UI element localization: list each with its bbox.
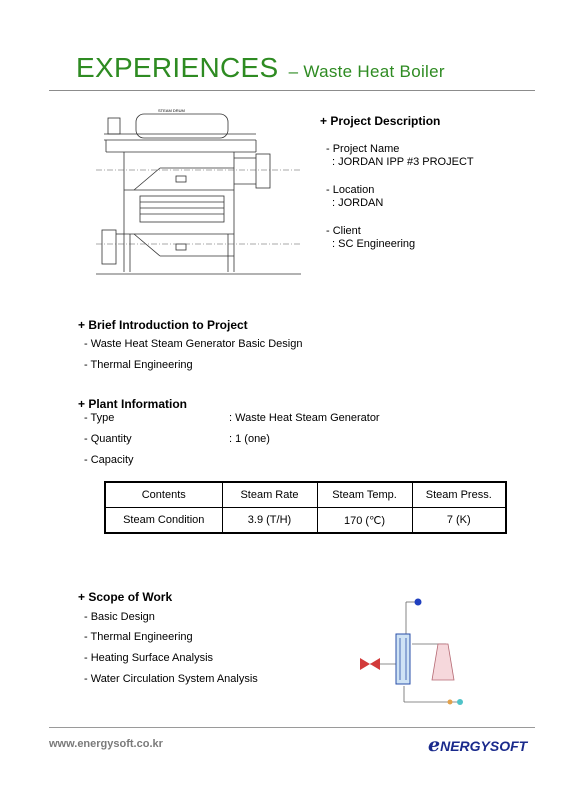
quantity-value: : 1 (one)	[229, 433, 270, 445]
scope-item: - Heating Surface Analysis	[84, 652, 214, 664]
boiler-elevation-drawing	[96, 104, 301, 279]
brief-intro-item: - Waste Heat Steam Generator Basic Design	[84, 338, 303, 350]
scope-heading: + Scope of Work	[78, 590, 173, 604]
capacity-table	[104, 481, 507, 534]
capacity-label: - Capacity	[84, 454, 134, 466]
table-cell: 3.9 (T/H)	[222, 508, 317, 534]
table-header-cell: Steam Press.	[412, 482, 506, 508]
scope-item: - Water Circulation System Analysis	[84, 673, 258, 685]
table-row	[105, 508, 506, 534]
logo-text: NERGYSOFT	[440, 738, 528, 754]
table-cell: Steam Condition	[105, 508, 222, 534]
location-label: - Location	[326, 184, 375, 196]
process-flow-diagram	[356, 594, 481, 714]
client-label: - Client	[326, 225, 361, 237]
plant-info-heading: + Plant Information	[78, 397, 188, 411]
table-cell: 7 (K)	[412, 508, 506, 534]
steam-drum-label: STEAM DRUM	[158, 108, 185, 113]
table-header-cell: Steam Temp.	[317, 482, 412, 508]
page-title	[76, 52, 445, 84]
table-cell: 170 (℃)	[317, 508, 412, 534]
scope-item: - Thermal Engineering	[84, 631, 193, 643]
footer-rule	[49, 727, 535, 728]
header-rule	[49, 90, 535, 91]
table-header-cell: Steam Rate	[222, 482, 317, 508]
logo-e: e	[428, 734, 441, 756]
company-logo	[428, 734, 527, 756]
title-main: EXPERIENCES	[76, 52, 279, 83]
quantity-label: - Quantity	[84, 433, 132, 445]
client-value: : SC Engineering	[332, 238, 416, 250]
location-value: : JORDAN	[332, 197, 384, 209]
project-description-heading: + Project Description	[320, 114, 441, 128]
type-value: : Waste Heat Steam Generator	[229, 412, 380, 424]
project-name-label: - Project Name	[326, 143, 400, 155]
table-header-cell: Contents	[105, 482, 222, 508]
brief-intro-heading: + Brief Introduction to Project	[78, 318, 248, 332]
brief-intro-item: - Thermal Engineering	[84, 359, 193, 371]
footer-url[interactable]: www.energysoft.co.kr	[49, 738, 163, 750]
type-label: - Type	[84, 412, 115, 424]
table-header-row	[105, 482, 506, 508]
scope-item: - Basic Design	[84, 611, 155, 623]
title-sub: – Waste Heat Boiler	[288, 62, 445, 81]
project-name-value: : JORDAN IPP #3 PROJECT	[332, 156, 474, 168]
